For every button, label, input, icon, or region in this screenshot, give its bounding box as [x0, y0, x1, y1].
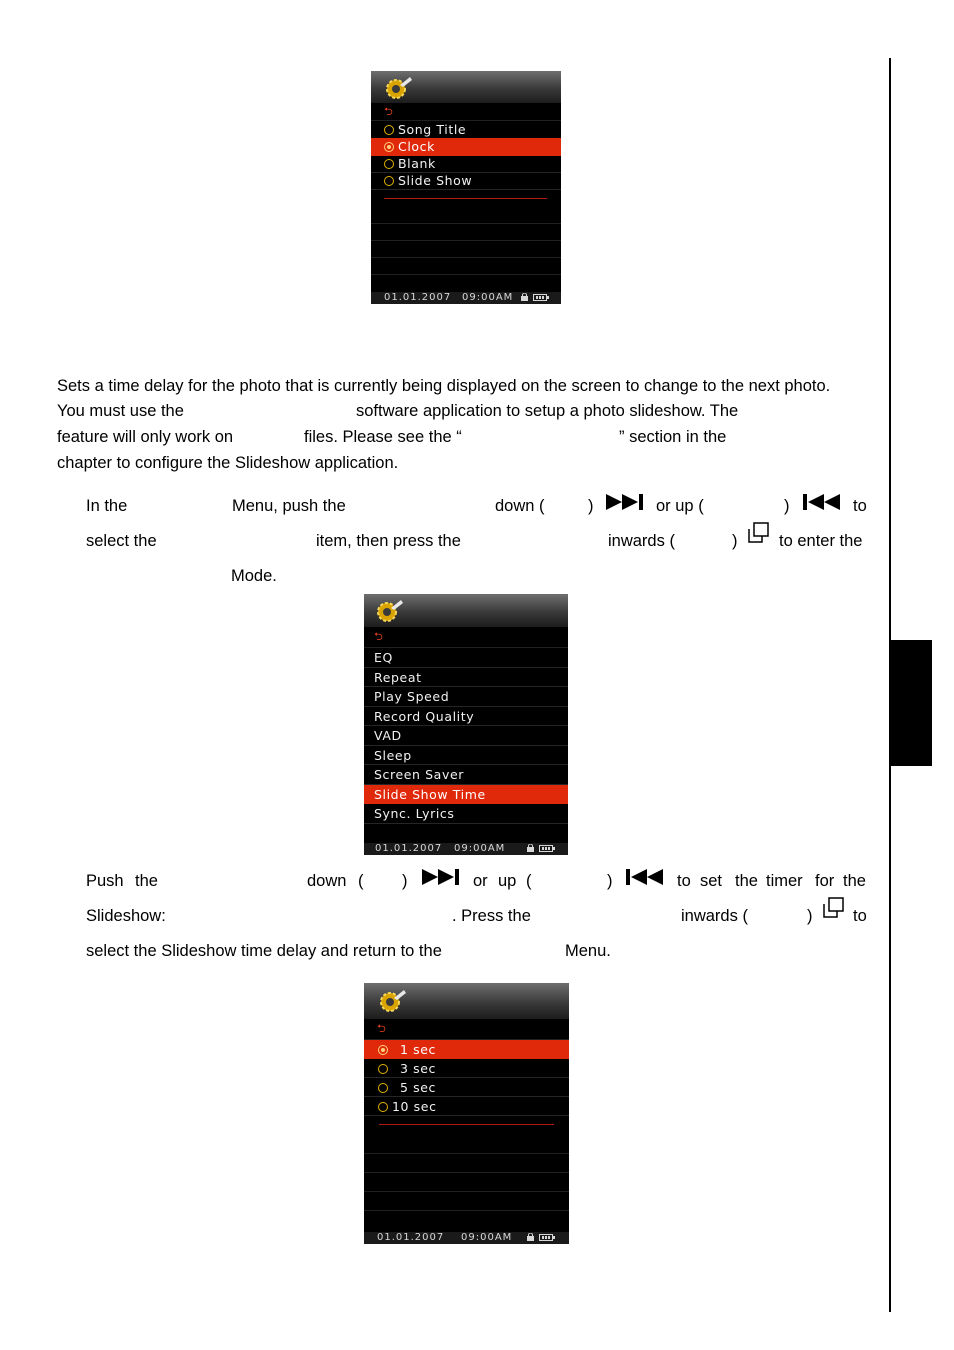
step2-text: to [853, 907, 867, 925]
step2-text: ( [358, 872, 364, 890]
battery-icon [539, 1234, 553, 1241]
step2-text: or [473, 872, 488, 890]
step2-text: ) [402, 872, 408, 890]
lock-icon [527, 1233, 534, 1241]
menu-item-selected[interactable]: Slide Show Time [364, 785, 568, 804]
status-bar [364, 843, 568, 855]
step1-text: In the [86, 497, 128, 515]
menu-item[interactable]: Blank [371, 155, 561, 173]
step2-text: Slideshow: [86, 907, 166, 925]
radio-checked-icon [384, 142, 394, 152]
step2-text: Menu. [565, 942, 611, 960]
lock-icon [527, 844, 534, 852]
step2-text: select the Slideshow time delay and return to the [86, 942, 442, 960]
step1-text: Mode. [231, 567, 277, 585]
step2-text: . Press the [452, 907, 531, 925]
description-line-2b: software application to setup a photo slideshow. The [356, 402, 739, 420]
list-end-divider [379, 1124, 554, 1125]
settings-menu-screen [364, 594, 568, 855]
menu-item[interactable]: Sync. Lyrics [364, 804, 568, 824]
step1-text: Menu, push the [232, 497, 346, 515]
menu-item[interactable]: Repeat [364, 668, 568, 688]
status-bar [371, 292, 561, 304]
description-line-2a: You must use the [57, 402, 184, 420]
step1-text: select the [86, 532, 157, 550]
description-line-1: Sets a time delay for the photo that is currently being displayed on the screen to change to the next photo. [57, 377, 831, 395]
menu-item[interactable]: Sleep [364, 746, 568, 766]
chapter-tab [891, 640, 932, 766]
step1-text: to [853, 497, 867, 515]
settings-gear-icon [383, 74, 413, 102]
radio-icon [378, 1083, 388, 1093]
status-time: 09:00AM [454, 843, 506, 854]
description-line-3b: files. Please see the “ [304, 428, 462, 446]
radio-icon [378, 1102, 388, 1112]
description-line-4: chapter to configure the Slideshow application. [57, 454, 399, 472]
step1-text: ) [784, 497, 790, 515]
skip-back-icon [803, 494, 843, 510]
back-arrow-icon[interactable]: ⮌ [384, 105, 393, 118]
settings-gear-icon [377, 987, 407, 1015]
menu-item[interactable]: Play Speed [364, 687, 568, 707]
status-time: 09:00AM [461, 1232, 513, 1243]
step2-text: to [677, 872, 691, 890]
battery-icon [539, 845, 553, 852]
menu-item[interactable]: Screen Saver [364, 765, 568, 785]
enter-button-icon [748, 522, 770, 544]
menu-item[interactable]: 10 sec [364, 1097, 569, 1116]
step1-text: down ( [495, 497, 545, 515]
description-line-3a: feature will only work on [57, 428, 234, 446]
step2-text: inwards ( [681, 907, 748, 925]
step2-text: ) [607, 872, 613, 890]
radio-icon [384, 176, 394, 186]
menu-item[interactable]: Slide Show [371, 172, 561, 190]
screen-saver-menu-screen [371, 71, 561, 304]
screen-header [371, 71, 561, 103]
radio-icon [378, 1064, 388, 1074]
status-date: 01.01.2007 [384, 292, 452, 303]
back-arrow-icon[interactable]: ⮌ [374, 630, 383, 643]
step2-text: ) [807, 907, 813, 925]
description-line-3c: ” section in the [619, 428, 727, 446]
menu-item-selected[interactable]: 1 sec [364, 1040, 569, 1059]
step2-text: Push [86, 872, 124, 890]
step2-text: ( [526, 872, 532, 890]
radio-checked-icon [378, 1045, 388, 1055]
menu-item[interactable]: VAD [364, 726, 568, 746]
step2-text: the [735, 872, 758, 890]
skip-back-icon [626, 869, 666, 885]
slideshow-time-screen [364, 983, 569, 1244]
step1-text: to enter the [779, 532, 863, 550]
status-date: 01.01.2007 [377, 1232, 445, 1243]
skip-forward-icon [606, 494, 646, 510]
menu-item[interactable]: 3 sec [364, 1059, 569, 1078]
step2-text: timer [766, 872, 803, 890]
step2-text: set [700, 872, 723, 890]
screen-header [364, 594, 568, 627]
lock-icon [521, 293, 528, 301]
step1-text: or up ( [656, 497, 704, 515]
step2-text: the [843, 872, 866, 890]
step1-text: ) [588, 497, 594, 515]
settings-gear-icon [374, 597, 404, 625]
menu-item[interactable]: Song Title [371, 121, 561, 139]
screen-header [364, 983, 569, 1019]
step2-text: down [307, 872, 347, 890]
step2-text: for [815, 872, 835, 890]
menu-item[interactable]: 5 sec [364, 1078, 569, 1097]
step1-text: item, then press the [316, 532, 461, 550]
menu-item-selected[interactable]: Clock [371, 138, 561, 156]
radio-icon [384, 159, 394, 169]
step1-text: ) [732, 532, 738, 550]
skip-forward-icon [422, 869, 462, 885]
menu-item[interactable]: Record Quality [364, 707, 568, 727]
status-bar [364, 1232, 569, 1244]
list-end-divider [384, 198, 547, 199]
step2-text: up [498, 872, 517, 890]
status-date: 01.01.2007 [375, 843, 443, 854]
battery-icon [533, 294, 547, 301]
step2-text: the [135, 872, 158, 890]
step1-text: inwards ( [608, 532, 675, 550]
menu-item[interactable]: EQ [364, 648, 568, 668]
enter-button-icon [823, 897, 845, 919]
back-arrow-icon[interactable]: ⮌ [377, 1022, 386, 1035]
radio-icon [384, 125, 394, 135]
status-time: 09:00AM [462, 292, 514, 303]
